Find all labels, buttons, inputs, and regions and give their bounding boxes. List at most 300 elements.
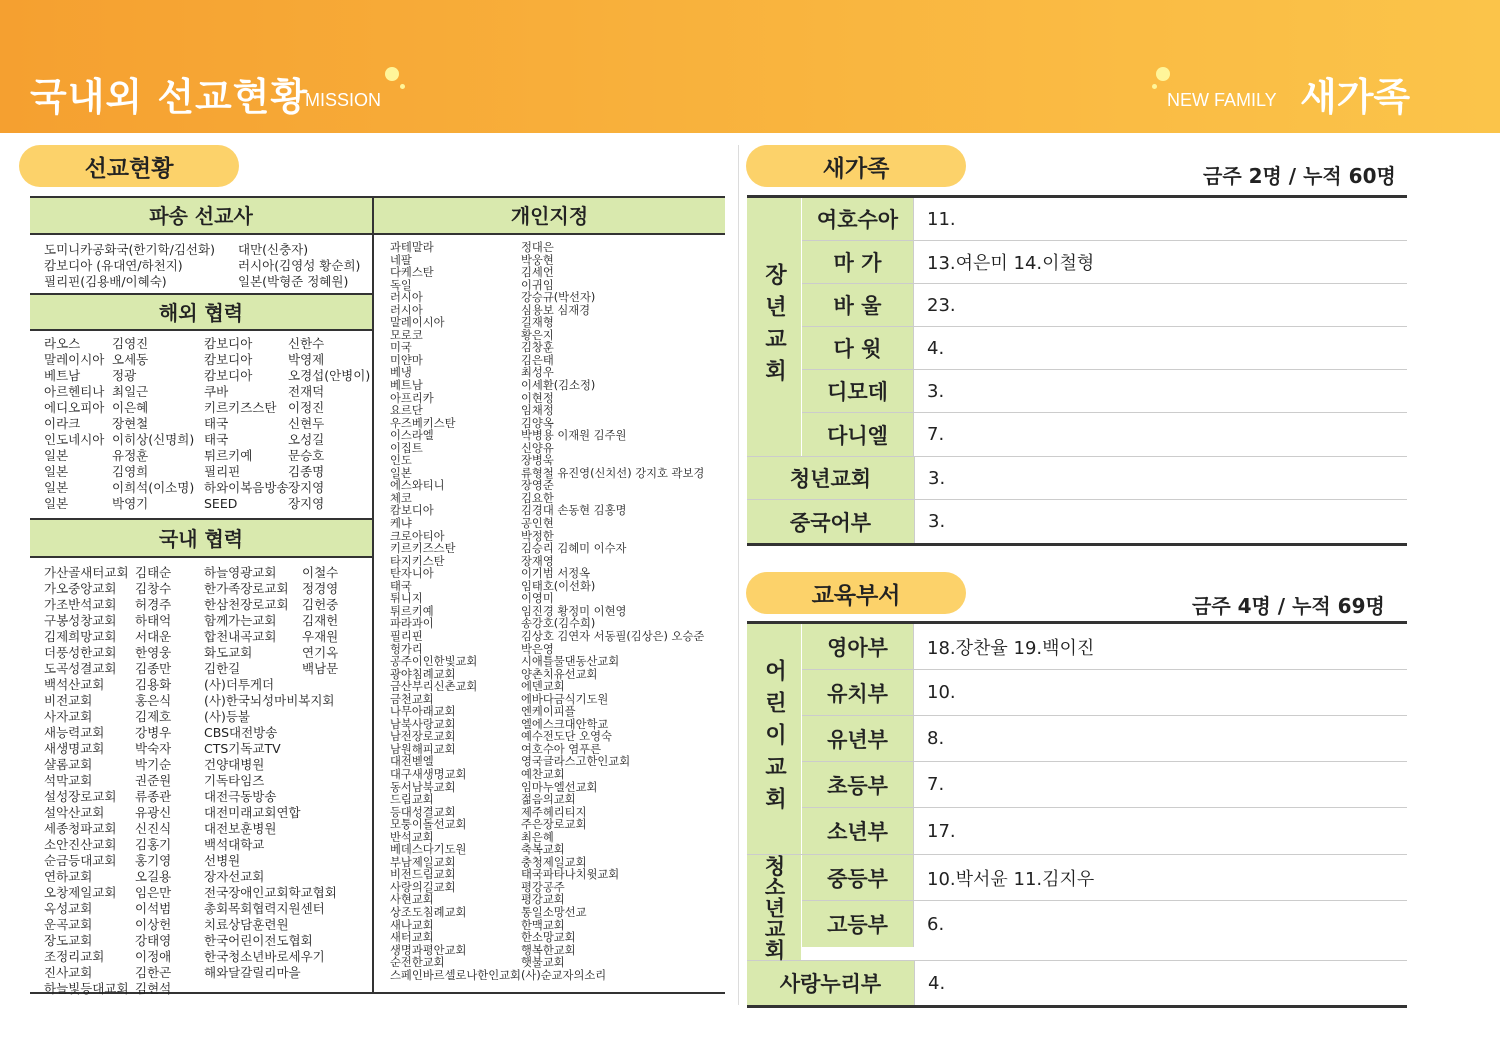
list-item: 김영진 — [112, 336, 149, 351]
list-item: 이철수 — [302, 565, 339, 580]
list-item: 함께가는교회 — [204, 613, 277, 628]
list-item: 길재형 — [521, 316, 554, 330]
list-item: 요르단 — [390, 404, 423, 418]
list-item: 한맥교회 — [521, 918, 565, 932]
list-item: 새터교회 — [390, 931, 434, 945]
list-item: 서대운 — [135, 629, 172, 644]
list-item: 신진식 — [135, 821, 172, 836]
list-item: 김승리 김혜미 이수자 — [521, 542, 627, 556]
list-item: 가산골새터교회 — [44, 565, 129, 580]
list-item: 세종청파교회 — [44, 821, 117, 836]
education-full-rows — [747, 961, 1407, 1005]
list-item: 조정리교회 — [44, 949, 105, 964]
overseas-col3 — [204, 336, 289, 512]
list-item: 제주헤리티지 — [521, 805, 587, 819]
list-item: 한가족장로교회 — [204, 581, 289, 596]
list-item: 여호수아 염푸른 — [521, 742, 601, 756]
list-item: 평강교회 — [521, 893, 565, 907]
overseas-col1 — [44, 336, 104, 512]
list-item: 키르키즈스탄 — [204, 400, 277, 415]
list-item: 샬롬교회 — [44, 757, 93, 772]
list-item: 심용보 심재경 — [521, 303, 591, 317]
row-label: 청년교회 — [747, 457, 915, 499]
list-item: 러시아(김영성 황순희) — [238, 258, 361, 273]
list-item: 이히상(신명희) — [112, 432, 195, 447]
list-item: 임진경 황정미 이현영 — [521, 604, 627, 618]
list-item: 류종관 — [135, 789, 172, 804]
list-item: 화도교회 — [204, 645, 253, 660]
list-item: 남북사랑교회 — [390, 717, 456, 731]
row-label: 중국어부 — [747, 500, 915, 543]
domestic-header: 국내 협력 — [30, 518, 372, 558]
list-item: 도미니카공화국(한기학/김선화) — [44, 242, 215, 257]
list-item: 가오중앙교회 — [44, 581, 117, 596]
row-value: 10.박서윤 11.김지우 — [927, 868, 1095, 890]
list-item: 에덴교회 — [521, 680, 565, 694]
list-item: 이희석(이소명) — [112, 480, 195, 495]
list-item: 장지영 — [288, 480, 325, 495]
list-item: 연기옥 — [302, 645, 339, 660]
newfamily-subtitle: NEW FAMILY — [1167, 90, 1277, 110]
list-item: 순전한교회 — [390, 956, 445, 970]
list-item: 김제희망교회 — [44, 629, 117, 644]
list-item: 박숙자 — [135, 741, 172, 756]
list-item: 김홍기 — [135, 837, 172, 852]
row-label: 유치부 — [802, 670, 914, 715]
list-item: 선병원 — [204, 853, 241, 868]
list-item: 최은혜 — [521, 830, 554, 844]
list-item: 독일 — [390, 278, 412, 292]
list-item: 김종만 — [135, 661, 172, 676]
row-value: 3. — [927, 380, 945, 402]
row-value: 7. — [927, 774, 945, 795]
list-item: 합천내곡교회 — [204, 629, 277, 644]
dispatch-col2 — [238, 242, 360, 290]
list-item: 캄보디아 — [204, 368, 253, 383]
list-item: 튀르키예 — [390, 604, 434, 618]
list-item: 문승호 — [288, 448, 325, 463]
row-label: 마 가 — [802, 241, 914, 283]
row-label: 고등부 — [802, 901, 914, 947]
list-item: 일본(박형준 정혜원) — [238, 274, 349, 289]
row-label: 디모데 — [802, 370, 914, 412]
list-item: 임태호(이선화) — [521, 579, 596, 593]
list-item: 정경영 — [302, 581, 339, 596]
list-item: 김태순 — [135, 565, 172, 580]
list-item: 튀르키예 — [204, 448, 253, 463]
education-section-label: 교육부서 — [746, 572, 966, 614]
list-item: 신양유 — [521, 441, 554, 455]
list-item: 키르키즈스탄 — [390, 542, 456, 556]
list-item: 말레이시아 — [44, 352, 105, 367]
list-item: 베냉 — [390, 366, 412, 380]
list-item: 일본 — [44, 464, 69, 479]
row-value: 6. — [927, 913, 945, 935]
list-item: 백석대학교 — [204, 837, 265, 852]
domestic-col4 — [302, 565, 338, 677]
list-item: 정대은 — [521, 241, 554, 254]
list-item: 인도네시아 — [44, 432, 105, 447]
list-item: 김용화 — [135, 677, 172, 692]
list-item: 한국어린이전도협회 — [204, 933, 313, 948]
list-item: 장병욱 — [521, 454, 554, 468]
list-item: 공인현 — [521, 517, 554, 531]
table-row — [747, 500, 1407, 543]
list-item: 예수전도단 오영숙 — [521, 730, 612, 744]
list-item: 송강호(김수희) — [521, 617, 596, 631]
table-row — [747, 457, 1407, 500]
list-item: 충청제일교회 — [521, 855, 587, 869]
list-item: 오세동 — [112, 352, 149, 367]
overseas-header: 해외 협력 — [30, 293, 372, 331]
list-item: 베데스다기도원 — [390, 843, 467, 857]
list-item: (사)더투게더 — [204, 677, 275, 692]
list-item: 하늘빛등대교회 — [44, 981, 129, 996]
list-item: 반석교회 — [390, 830, 434, 844]
list-item: 김창훈 — [521, 341, 554, 355]
list-item: 행복한교회 — [521, 943, 576, 957]
list-item: 박기순 — [135, 757, 172, 772]
list-item: 김은태 — [521, 353, 554, 367]
decor-dot-icon — [385, 67, 399, 81]
list-item: 네팔 — [390, 253, 412, 267]
list-item: 러시아 — [390, 291, 423, 305]
list-item: 박정한 — [521, 529, 554, 543]
list-item: 에디오피아 — [44, 400, 105, 415]
list-item: 홍은식 — [135, 693, 172, 708]
list-item: 오경섭(안병이) — [288, 368, 371, 383]
mission-title: 국내외 선교현황 — [30, 75, 309, 119]
list-item: 박영제 — [288, 352, 325, 367]
row-value: 17. — [927, 820, 956, 842]
list-item: 김양옥 — [521, 416, 554, 430]
list-item: 김한길 — [204, 661, 241, 676]
list-item: 통일소망선교 — [521, 905, 587, 919]
list-item: 운곡교회 — [44, 917, 93, 932]
list-item: 우즈베키스탄 — [390, 416, 456, 430]
list-item: 대전보훈병원 — [204, 821, 277, 836]
newfamily-full-rows — [747, 457, 1407, 543]
list-item: CTS기독교TV — [204, 741, 281, 756]
newfamily-table — [747, 195, 1407, 546]
list-item: (사)등불 — [204, 709, 250, 724]
list-item: 대구새생명교회 — [390, 767, 467, 781]
list-item: 이석범 — [135, 901, 172, 916]
row-value: 4. — [927, 337, 945, 359]
children-group — [747, 624, 1407, 855]
list-item: 정광 — [112, 368, 137, 383]
row-label: 여호수아 — [802, 198, 914, 240]
newfamily-count: 금주 2명 / 누적 60명 — [1203, 164, 1396, 188]
list-item: 에바다금식기도원 — [521, 692, 609, 706]
list-item: 신한수 — [288, 336, 325, 351]
list-item: 순금등대교회 — [44, 853, 117, 868]
list-item: 설악산교회 — [44, 805, 105, 820]
row-value: 18.장찬율 19.백이진 — [927, 637, 1095, 659]
list-item: 말레이시아 — [390, 316, 445, 330]
list-item: 대전벧엘 — [390, 755, 434, 769]
list-item: 이정진 — [288, 400, 325, 415]
list-item: 우재원 — [302, 629, 339, 644]
list-item: 홍기영 — [135, 853, 172, 868]
list-item: 김종명 — [288, 464, 325, 479]
list-item: 태국 — [390, 579, 412, 593]
list-item: 케냐 — [390, 517, 412, 531]
list-item: 생명과평안교회 — [390, 943, 467, 957]
list-item: 체코 — [390, 491, 412, 505]
list-item: 러시아 — [390, 303, 423, 317]
list-item: 유정훈 — [112, 448, 149, 463]
personal-col2 — [521, 242, 704, 982]
list-item: 전국장애인교회학교협회 — [204, 885, 337, 900]
list-item: 드림교회 — [390, 793, 434, 807]
list-item: 양촌치유선교회 — [521, 667, 598, 681]
list-item: 사현교회 — [390, 893, 434, 907]
list-item: 박영기 — [112, 496, 149, 511]
decor-dot-icon — [400, 84, 405, 89]
list-item: 박병용 이재원 김주원 — [521, 429, 627, 443]
list-item: 강병우 — [135, 725, 172, 740]
table-row — [802, 413, 1407, 456]
list-item: 기독타임즈 — [204, 773, 265, 788]
list-item: 박은영 — [521, 642, 554, 656]
overseas-col2 — [112, 336, 194, 512]
list-item: 새나교회 — [390, 918, 434, 932]
table-row — [802, 284, 1407, 327]
list-item: 광야침례교회 — [390, 667, 456, 681]
row-label: 사랑누리부 — [747, 961, 915, 1005]
list-item: 비전교회 — [44, 693, 93, 708]
adult-group-label: 장년교회 — [747, 198, 802, 456]
list-item: 허경주 — [135, 597, 172, 612]
list-item: 이정애 — [135, 949, 172, 964]
list-item: 해와달갈릴리마을 — [204, 965, 301, 980]
list-item: 김재헌 — [302, 613, 339, 628]
list-item: 주은장로교회 — [521, 818, 587, 832]
newfamily-title: 새가족 — [1300, 75, 1411, 119]
mission-subtitle: MISSION — [305, 90, 382, 110]
list-item: 이기범 서정옥 — [521, 567, 591, 581]
mission-right-column — [374, 198, 725, 992]
list-item: 김요한 — [521, 491, 554, 505]
row-label: 유년부 — [802, 716, 914, 761]
table-row — [802, 901, 1407, 947]
decor-dot-icon — [1152, 84, 1157, 89]
list-item: 백석산교회 — [44, 677, 105, 692]
newfamily-section-label: 새가족 — [746, 145, 966, 187]
mission-left-column — [30, 198, 374, 996]
domestic-col1 — [44, 565, 129, 997]
list-item: 과테말라 — [390, 241, 434, 254]
list-item: 강태영 — [135, 933, 172, 948]
table-row — [802, 670, 1407, 716]
list-item: 나무아래교회 — [390, 705, 456, 719]
list-item: 이은혜 — [112, 400, 149, 415]
list-item: 영국글라스고한인교회 — [521, 755, 631, 769]
list-item: 도곡성결교회 — [44, 661, 117, 676]
list-item: 파라과이 — [390, 617, 434, 631]
list-item: 김한곤 — [135, 965, 172, 980]
list-item: 이라크 — [44, 416, 81, 431]
table-row — [802, 762, 1407, 808]
list-item: 석막교회 — [44, 773, 93, 788]
list-item: 모로코 — [390, 328, 423, 342]
list-item: 인도 — [390, 454, 412, 468]
dispatch-header: 파송 선교사 — [30, 198, 372, 235]
table-row — [802, 370, 1407, 413]
list-item: 김세언 — [521, 266, 554, 280]
youth-rows — [802, 855, 1407, 960]
youth-group-label: 청소년교회 — [747, 855, 802, 960]
list-item: 헝가리 — [390, 642, 423, 656]
list-item: 젊음의교회 — [521, 793, 576, 807]
row-value: 4. — [928, 972, 946, 994]
list-item: 라오스 — [44, 336, 81, 351]
list-item: 대만(신충자) — [238, 242, 309, 257]
list-item: 유광신 — [135, 805, 172, 820]
row-label: 초등부 — [802, 762, 914, 807]
list-item: 소안진산교회 — [44, 837, 117, 852]
list-item: 공주이인한빛교회 — [390, 655, 478, 669]
list-item: 장도교회 — [44, 933, 93, 948]
list-item: 축복교회 — [521, 843, 565, 857]
overseas-col4 — [288, 336, 370, 512]
list-item: 김헌중 — [302, 597, 339, 612]
list-item: 베트남 — [390, 379, 423, 393]
list-item: 강승규(박선자) — [521, 291, 596, 305]
list-item: 가조반석교회 — [44, 597, 117, 612]
list-item: 임마누엘선교회 — [521, 780, 598, 794]
list-item: 필리핀 — [204, 464, 241, 479]
list-item: 필리핀(김용배/이혜숙) — [44, 274, 167, 289]
children-group-label: 어린이교회 — [747, 624, 802, 854]
table-row — [802, 241, 1407, 284]
list-item: 사자교회 — [44, 709, 93, 724]
list-item: 캄보디아 (유대연/하천지) — [44, 258, 183, 273]
list-item: 비전드림교회 — [390, 868, 456, 882]
list-item: 박웅현 — [521, 253, 554, 267]
adult-rows — [802, 198, 1407, 456]
list-item: 하와이복음방송 — [204, 480, 289, 495]
list-item: 캄보디아 — [390, 504, 434, 518]
list-item: 일본 — [390, 466, 412, 480]
list-item: 필리핀 — [390, 629, 423, 643]
list-item: 금천교회 — [390, 692, 434, 706]
list-item: 장현철 — [112, 416, 149, 431]
list-item: 이현정 — [521, 391, 554, 405]
column-divider — [738, 145, 739, 1005]
list-item: 튀니지 — [390, 592, 423, 606]
list-item: 캄보디아 — [204, 352, 253, 367]
list-item: 동서남북교회 — [390, 780, 456, 794]
list-item: 일본 — [44, 496, 69, 511]
list-item: 스페인바르셀로나한인교회 — [390, 968, 521, 982]
list-item: 사랑의길교회 — [390, 880, 456, 894]
list-item: 남원해피교회 — [390, 742, 456, 756]
list-item: 이영미 — [521, 592, 554, 606]
list-item: (사)순교자의소리 — [521, 968, 607, 982]
list-item: 미국 — [390, 341, 412, 355]
list-item: 건양대병원 — [204, 757, 265, 772]
list-item: 한국청소년바로세우기 — [204, 949, 325, 964]
list-item: 최성우 — [521, 366, 554, 380]
row-value: 7. — [927, 424, 945, 445]
list-item: 태국파타나치윗교회 — [521, 868, 620, 882]
list-item: 백남문 — [302, 661, 339, 676]
list-item: 새능력교회 — [44, 725, 105, 740]
list-item: 김창수 — [135, 581, 172, 596]
list-item: 대전극동방송 — [204, 789, 277, 804]
list-item: 평강공주 — [521, 880, 565, 894]
list-item: 임채정 — [521, 404, 554, 418]
list-item: 오창제일교회 — [44, 885, 117, 900]
list-item: 에스와티니 — [390, 479, 445, 493]
list-item: 미얀마 — [390, 353, 423, 367]
list-item: 다케스탄 — [390, 266, 434, 280]
row-value: 8. — [927, 728, 945, 749]
youth-group — [747, 855, 1407, 961]
table-row — [802, 716, 1407, 762]
row-value: 3. — [928, 467, 946, 489]
list-item: 한소망교회 — [521, 931, 576, 945]
education-table — [747, 621, 1407, 1008]
children-rows — [802, 624, 1407, 854]
list-item: SEED — [204, 496, 238, 511]
domestic-col2 — [135, 565, 171, 997]
list-item: 장자선교회 — [204, 869, 265, 884]
education-count: 금주 4명 / 누적 69명 — [1192, 594, 1385, 618]
list-item: 임은만 — [135, 885, 172, 900]
list-item: 탄자니아 — [390, 567, 434, 581]
list-item: 부남제일교회 — [390, 855, 456, 869]
list-item: 아프리카 — [390, 391, 434, 405]
list-item: 이상헌 — [135, 917, 172, 932]
list-item: 더풍성한교회 — [44, 645, 117, 660]
row-label: 소년부 — [802, 808, 914, 854]
list-item: 장영준 — [521, 479, 554, 493]
list-item: 진사교회 — [44, 965, 93, 980]
list-item: 태국 — [204, 432, 229, 447]
list-item: 연하교회 — [44, 869, 93, 884]
table-row — [802, 624, 1407, 670]
list-item: (사)한국뇌성마비복지회 — [204, 693, 335, 708]
table-row — [802, 808, 1407, 854]
list-item: 옥성교회 — [44, 901, 93, 916]
list-item: 하태억 — [135, 613, 172, 628]
list-item: 장지영 — [288, 496, 325, 511]
list-item: 이스라엘 — [390, 429, 434, 443]
list-item: 김현석 — [135, 981, 172, 996]
list-item: 최일근 — [112, 384, 149, 399]
list-item: 등대성결교회 — [390, 805, 456, 819]
table-row — [802, 198, 1407, 241]
list-item: 대전미래교회연합 — [204, 805, 301, 820]
list-item: 치료상담훈련원 — [204, 917, 289, 932]
row-value: 10. — [927, 682, 956, 703]
list-item: 전재덕 — [288, 384, 325, 399]
list-item: 엘에스크대안학교 — [521, 717, 609, 731]
list-item: 모퉁이돌선교회 — [390, 818, 467, 832]
list-item: 남전장로교회 — [390, 730, 456, 744]
table-row — [802, 855, 1407, 901]
list-item: 베트남 — [44, 368, 81, 383]
row-value: 23. — [927, 294, 956, 316]
list-item: 태국 — [204, 416, 229, 431]
list-item: CBS대전방송 — [204, 725, 278, 740]
row-label: 바 울 — [802, 284, 914, 326]
list-item: 오길용 — [135, 869, 172, 884]
list-item: 아르헨티나 — [44, 384, 105, 399]
